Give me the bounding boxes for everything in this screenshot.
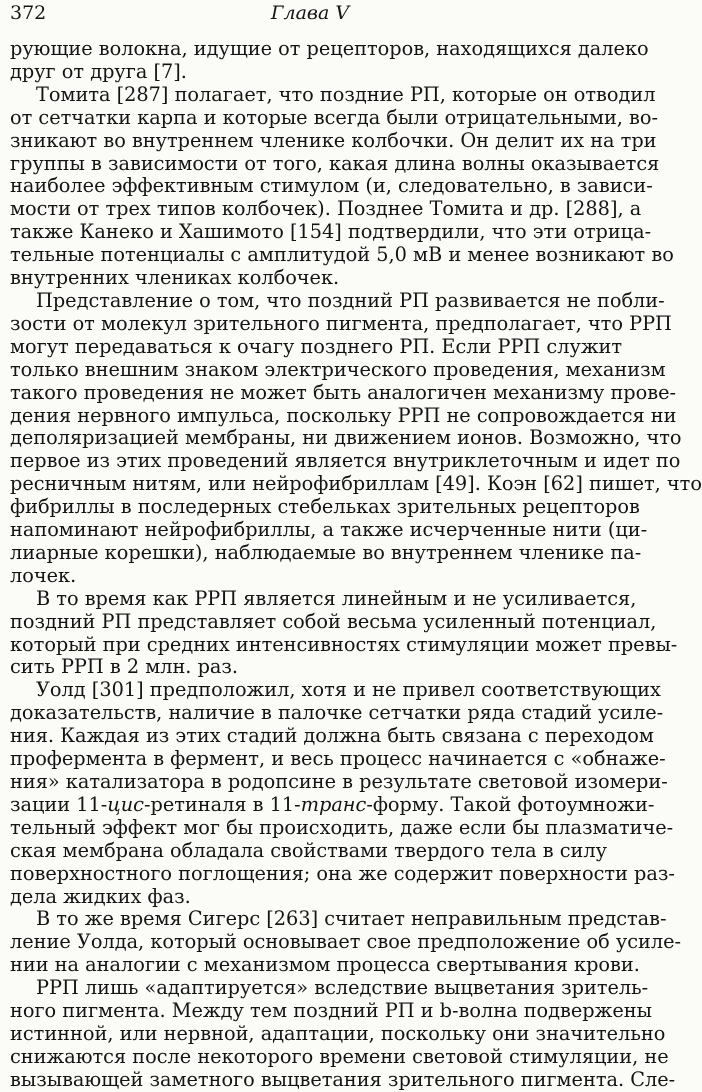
text-line: Представление о том, что поздний РП развивается не побли-: [36, 288, 665, 312]
text-line: дела жидких фаз.: [10, 884, 191, 908]
text-line: такого проведения не может быть аналогичен механизму прове-: [10, 380, 677, 404]
paragraph: [10, 288, 702, 588]
paragraph: [10, 976, 676, 1092]
text-line: друг от друга [7].: [10, 59, 187, 83]
text-line: напоминают нейрофибриллы, а также исчерченные нити (ци-: [10, 518, 648, 542]
text-line: дения нервного импульса, поскольку РРП не сопровождается ни: [10, 403, 677, 427]
text-line: фибриллы в последерных стебельках зрительных рецепторов: [10, 495, 640, 519]
text-line: ресничным нитям, или нейрофибриллам [49]. Коэн [62] пишет, что: [10, 472, 702, 496]
running-title: Глава V: [270, 2, 350, 24]
text-line: поздний РП представляет собой весьма усиленный потенциал,: [10, 609, 657, 633]
text-line: профермента в фермент, и весь процесс начинается с «обнаже-: [10, 747, 666, 771]
paragraph: [10, 907, 682, 977]
body-text: [10, 37, 702, 1092]
text-line: тельный эффект мог бы происходить, даже если бы плазматиче-: [10, 815, 674, 839]
text-line: лиарные корешки), наблюдаемые во внутреннем членике па-: [10, 540, 642, 564]
paragraph: [10, 82, 674, 290]
text-line: ния» катализатора в родопсине в результате световой изомери-: [10, 770, 668, 793]
text-line: первое из этих проведений является внутриклеточным и идет по: [10, 449, 681, 473]
text-line: поверхностного поглощения; она же содержит поверхности раз-: [10, 861, 675, 885]
text-line: деполяризацией мембраны, ни движением ионов. Возможно, что: [10, 426, 682, 450]
text-line: снижаются после некоторого времени световой стимуляции, не: [10, 1044, 669, 1068]
text-line: только внешним знаком электрического проведения, механизм: [10, 357, 666, 381]
text-line: В то же время Сигерс [263] считает неправильным представ-: [36, 907, 667, 931]
text-line: вызывающей заметного выцветания зрительного пигмента. Сле-: [10, 1067, 676, 1091]
text-line: могут передаваться к очагу позднего РП. Если РРП служит: [10, 334, 623, 358]
text-line: ного пигмента. Между тем поздний РП и b-волна подвержены: [10, 999, 652, 1023]
paragraph: [10, 678, 675, 908]
text-line: ская мембрана обладала свойствами твердого тела в силу: [10, 838, 607, 862]
text-line: зникают во внутреннем членике колбочки. Он делит их на три: [10, 128, 657, 152]
paragraph: [10, 37, 649, 84]
text-line: сить РРП в 2 млн. раз.: [10, 655, 239, 679]
text-line: зости от молекул зрительного пигмента, предполагает, что РРП: [10, 311, 672, 335]
text-line: тельные потенциалы с амплитудой 5,0 мВ и менее возникают во: [10, 243, 674, 267]
text-line: доказательств, наличие в палочке сетчатки ряда стадий усиле-: [10, 701, 664, 725]
text-line: В то время как РРП является линейным и не усиливается,: [36, 586, 637, 610]
text-line: ление Уолда, который основывает свое предположение об усиле-: [10, 930, 682, 954]
text-line: от сетчатки карпа и которые всегда были отрицательными, во-: [10, 105, 659, 129]
text-line: Томита [287] полагает, что поздние РП, которые он отводил: [36, 82, 656, 106]
page-number: 372: [10, 2, 47, 24]
text-line: который при средних интенсивностях стимуляции может превы-: [10, 632, 678, 656]
text-line: зации 11-цис-ретиналя в 11-транс-форму. Такой фотоумножи-: [10, 792, 655, 816]
text-line: наиболее эффективным стимулом (и, следовательно, в зависи-: [10, 174, 653, 198]
text-line: нии на аналогии с механизмом процесса свертывания крови.: [10, 953, 640, 977]
text-line: также Канеко и Хашимото [154] подтвердили, что эти отрица-: [10, 220, 652, 244]
page-header: [0, 0, 620, 26]
text-line: мости от трех типов колбочек). Позднее Томита и др. [288], а: [10, 197, 642, 221]
text-line: ния. Каждая из этих стадий должна быть связана с переходом: [10, 724, 654, 748]
text-line: Уолд [301] предположил, хотя и не привел соответствующих: [36, 678, 661, 702]
text-line: группы в зависимости от того, какая длина волны оказывается: [10, 151, 660, 175]
text-line: внутренних члениках колбочек.: [10, 266, 340, 290]
paragraph: [10, 586, 678, 680]
text-line: рующие волокна, идущие от рецепторов, находящихся далеко: [10, 37, 649, 60]
text-line: РРП лишь «адаптируется» вследствие выцветания зритель-: [36, 976, 649, 1000]
text-line: лочек.: [10, 563, 77, 587]
text-line: истинной, или нервной, адаптации, поскольку они значительно: [10, 1021, 666, 1045]
